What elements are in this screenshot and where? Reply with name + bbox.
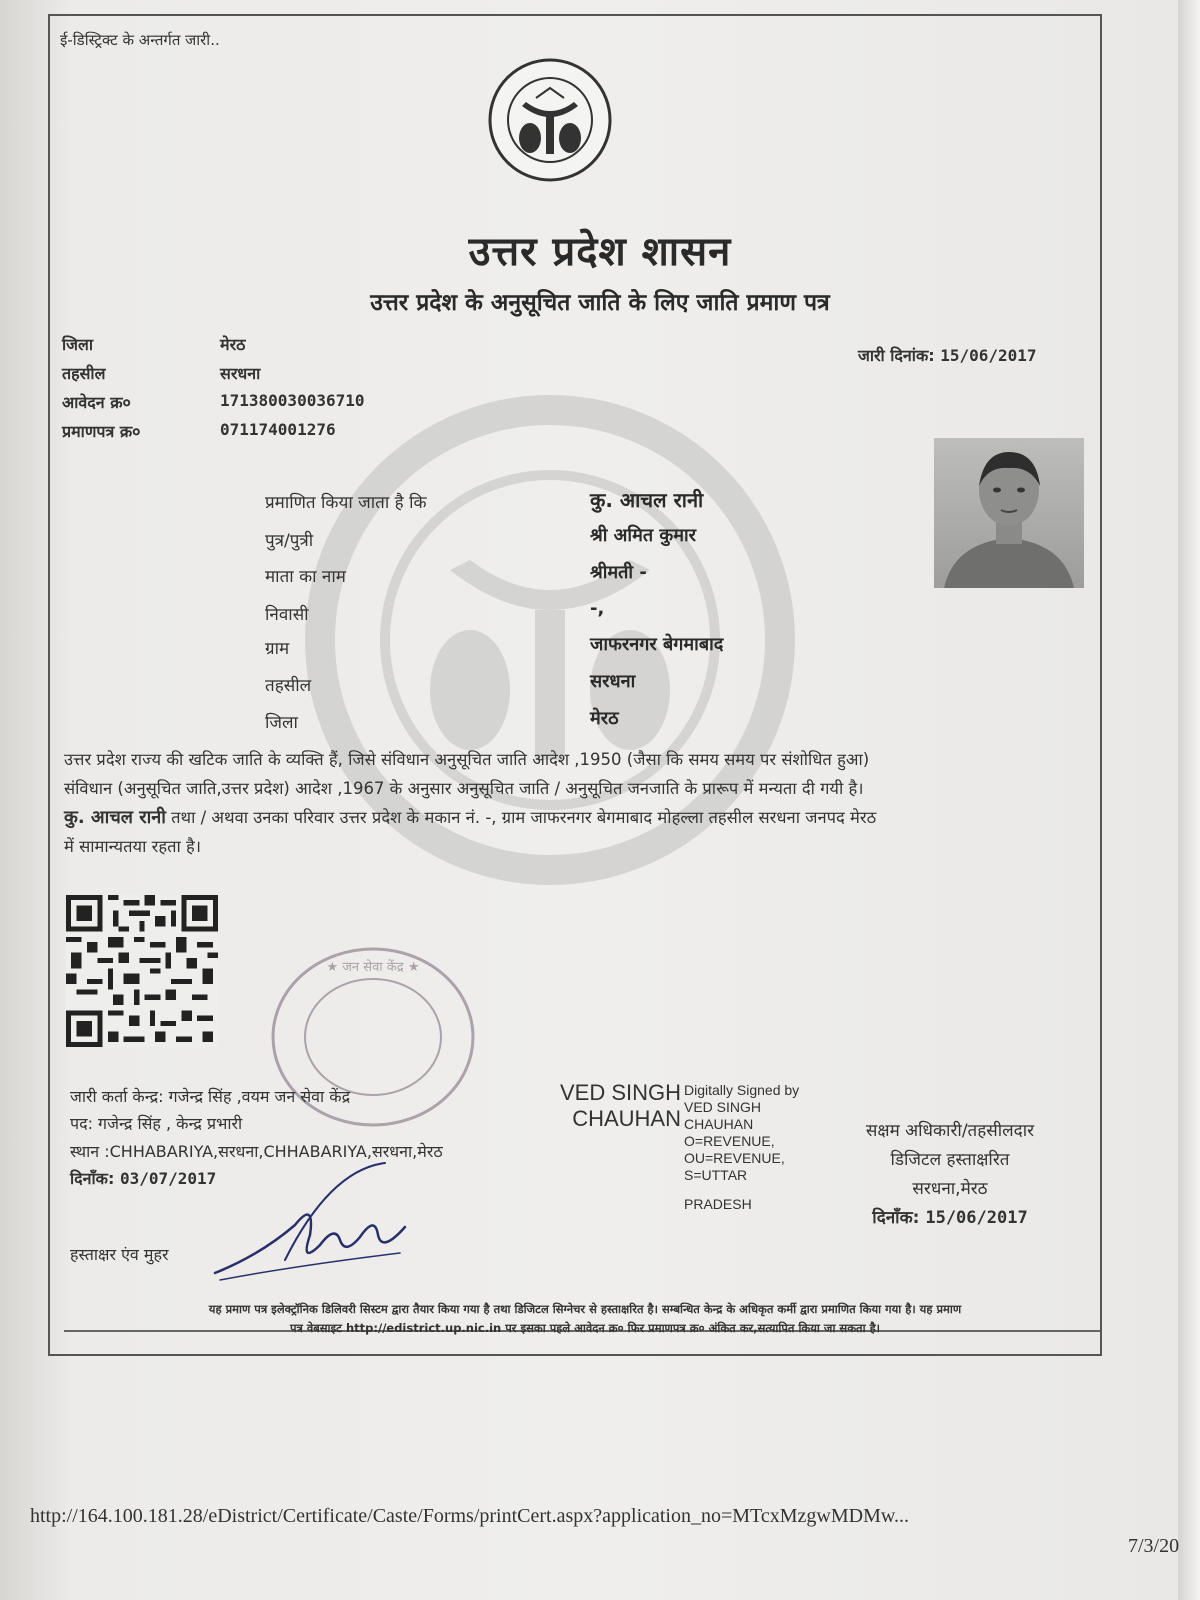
digital-d3: O=REVENUE, <box>684 1133 775 1149</box>
body-line-1: उत्तर प्रदेश राज्य की खटिक जाति के व्यक्ति हैं, जिसे संविधान अनुसूचित जाति आदेश ,1950 (जैसा कि समय समय पर संशोधित हुआ) <box>64 750 870 769</box>
body-line-2: संविधान (अनुसूचित जाति,उत्तर प्रदेश) आदेश ,1967 के अनुसार अनुसूचित जाति / अनुसूचित जनजाति के प्रारूप में मन्यता दी गयी है। <box>64 779 864 798</box>
digital-signer-name <box>551 1080 681 1132</box>
body-line-3-text: तथा / अथवा उनका परिवार उत्तर प्रदेश के मकान नं. -, ग्राम जाफरनगर बेगमाबाद मोहल्ला तहसील सरधना जनपद मेरठ <box>165 808 877 827</box>
digital-d2: CHAUHAN <box>684 1116 754 1132</box>
print-url: http://164.100.181.28/eDistrict/Certificate/Caste/Forms/printCert.aspx?application_no=MTcxMzgwMDMw... <box>30 1505 910 1527</box>
body-name: कु. आचल रानी <box>64 807 166 828</box>
digital-d1: VED SINGH <box>684 1099 762 1115</box>
person-label-mother: माता का नाम <box>265 567 346 587</box>
issue-date-label: जारी दिनांक: <box>858 346 935 365</box>
top-note: ई-डिस्ट्रिक्ट के अन्तर्गत जारी.. <box>60 31 220 49</box>
info-value-certificate: 071174001276 <box>220 420 336 439</box>
person-label-child-of: पुत्र/पुत्री <box>265 531 314 551</box>
up-govt-emblem-icon <box>488 58 612 182</box>
person-value-resident: -, <box>590 598 605 619</box>
person-label-district: जिला <box>265 713 298 733</box>
person-label-certified: प्रमाणित किया जाता है कि <box>265 493 427 513</box>
issue-date-value: 15/06/2017 <box>940 346 1037 365</box>
issuer-center: जारी कर्ता केन्द्र: गजेन्द्र सिंह ,वयम जन सेवा केंद्र <box>70 1087 351 1106</box>
issuer-date-value: 03/07/2017 <box>119 1169 217 1188</box>
svg-text:★ जन सेवा केंद्र ★: ★ जन सेवा केंद्र ★ <box>326 960 420 975</box>
digital-d4: OU=REVENUE, <box>684 1150 785 1166</box>
info-label-tehsil: तहसील <box>62 364 106 383</box>
officer-date <box>820 1204 1080 1233</box>
person-value-tehsil: सरधना <box>590 671 636 692</box>
digital-signer-line-2: CHAUHAN <box>572 1106 681 1131</box>
applicant-photo <box>934 438 1084 588</box>
info-value-application: 171380030036710 <box>220 391 365 410</box>
issuer-date <box>70 1167 216 1189</box>
body-line-4: में सामान्यतया रहता है। <box>64 837 202 856</box>
digital-signed-by: Digitally Signed by <box>684 1082 800 1098</box>
page-subtitle: उत्तर प्रदेश के अनुसूचित जाति के लिए जाति प्रमाण पत्र <box>370 290 830 316</box>
officer-date-value: 15/06/2017 <box>925 1208 1028 1228</box>
officer-title: सक्षम अधिकारी/तहसीलदार <box>865 1121 1035 1141</box>
issuer-date-label: दिनाँक: <box>70 1169 115 1188</box>
info-value-district: मेरठ <box>220 335 246 354</box>
info-label-application: आवेदन क्र० <box>62 393 131 412</box>
person-value-village: जाफरनगर बेगमाबाद <box>590 634 724 655</box>
handwritten-signature <box>200 1155 420 1285</box>
officer-place: सरधना,मेरठ <box>912 1179 988 1199</box>
digital-signature-details <box>684 1082 799 1213</box>
officer-block <box>820 1117 1080 1233</box>
person-value-mother: श्रीमती - <box>590 562 647 583</box>
certificate-body <box>64 745 1074 861</box>
footer-line-1: यह प्रमाण पत्र इलेक्ट्रॉनिक डिलिवरी सिस्टम द्वारा तैयार किया गया है तथा डिजिटल सिग्नेचर से हस्ताक्षरित है। सम्बन्धित केन्द्र के अधिकृत कर्मी द्वारा प्रमाणित किया गया है। यह प्रमाण <box>208 1302 962 1316</box>
person-value-name: कु. आचल रानी <box>590 488 704 512</box>
page-title: उत्तर प्रदेश शासन <box>468 229 732 275</box>
officer-date-label: दिनाँक: <box>872 1208 920 1228</box>
print-date: 7/3/20 <box>1128 1535 1180 1557</box>
info-label-certificate: प्रमाणपत्र क्र० <box>62 422 141 441</box>
officer-signed: डिजिटल हस्ताक्षरित <box>890 1150 1010 1170</box>
person-label-tehsil: तहसील <box>265 676 312 696</box>
qr-code <box>66 895 218 1047</box>
person-value-district: मेरठ <box>590 708 619 729</box>
issuer-place: स्थान :CHHABARIYA,सरधना,CHHABARIYA,सरधना,मेरठ <box>70 1142 443 1161</box>
issuer-post: पद: गजेन्द्र सिंह , केन्द्र प्रभारी <box>70 1114 243 1133</box>
person-label-village: ग्राम <box>265 639 290 659</box>
digital-d6: PRADESH <box>684 1196 752 1212</box>
body-line-3 <box>64 803 1074 832</box>
digital-signer-line-1: VED SINGH <box>559 1080 681 1105</box>
info-label-district: जिला <box>62 335 94 354</box>
info-value-tehsil: सरधना <box>220 364 261 383</box>
footer-note <box>80 1300 1090 1338</box>
digital-d5: S=UTTAR <box>684 1167 748 1183</box>
person-value-father: श्री अमित कुमार <box>590 525 696 546</box>
issue-date <box>858 344 1037 366</box>
issuer-sign-label: हस्ताक्षर एंव मुहर <box>70 1245 169 1264</box>
person-label-resident: निवासी <box>265 605 309 625</box>
footer-line-2: पत्र वेबसाइट http://edistrict.up.nic.in पर इसका पहले आवेदन क्र० फिर प्रमाणपत्र क्र० अंकित कर,सत्यापित किया जा सकता है। <box>289 1321 881 1335</box>
